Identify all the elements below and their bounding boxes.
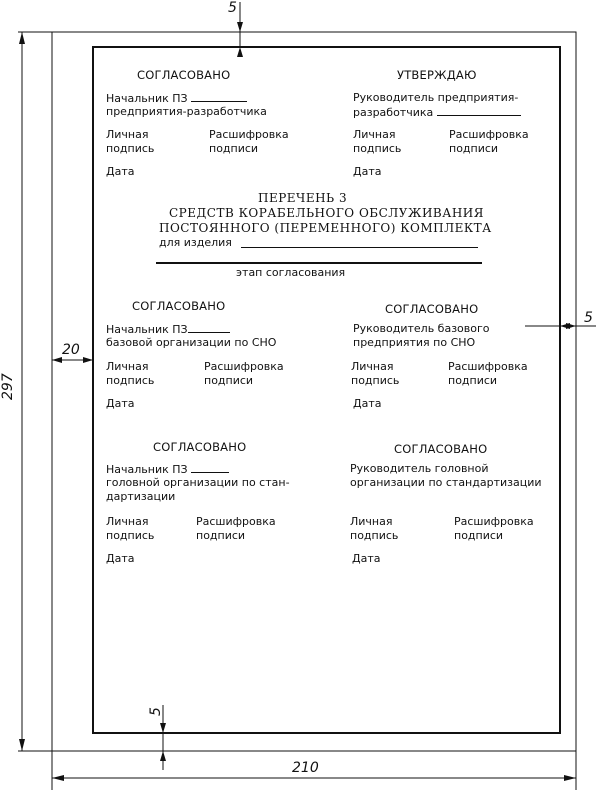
doc-title-line3: ПОСТОЯННОГО (ПЕРЕМЕННОГО) КОМПЛЕКТА <box>159 221 492 235</box>
dim-left-label: 20 <box>62 342 80 358</box>
block3-right-sig: Личная <box>350 515 393 528</box>
header-left-sig: Личная <box>106 128 149 141</box>
block2-left-sig: Личная <box>106 360 149 373</box>
block2-right-sig2: подпись <box>351 374 400 387</box>
block2-right-dec: Расшифровка <box>448 360 528 373</box>
header-right-date: Дата <box>353 165 382 178</box>
block3-right-dec2: подписи <box>454 529 504 542</box>
product-blank-line <box>241 247 478 248</box>
block3-right-date: Дата <box>352 552 381 565</box>
dim-width-label: 210 <box>292 760 319 776</box>
block3-right-line1: Руководитель головной <box>350 462 489 475</box>
header-right-sig: Личная <box>353 128 396 141</box>
block2-right-heading: СОГЛАСОВАНО <box>385 302 479 316</box>
header-left-dec2: подписи <box>209 142 259 155</box>
header-left-heading: СОГЛАСОВАНО <box>137 68 231 82</box>
block3-left-line1: Начальник ПЗ <box>106 462 229 477</box>
block2-left-sig2: подпись <box>106 374 155 387</box>
block3-right-dec: Расшифровка <box>454 515 534 528</box>
doc-title-line1: ПЕРЕЧЕНЬ 3 <box>258 191 348 205</box>
dim-bottom-label: 5 <box>148 707 164 716</box>
block3-left-line3: дартизации <box>106 490 176 503</box>
block2-right-date: Дата <box>353 397 382 410</box>
block2-left-dec: Расшифровка <box>204 360 284 373</box>
dim-right-label: 5 <box>584 310 593 326</box>
header-left-line1: Начальник ПЗ <box>106 91 247 106</box>
block2-left-line1: Начальник ПЗ <box>106 322 230 337</box>
header-right-line2: разработчика <box>353 105 521 120</box>
doc-title-line4: для изделия <box>159 236 232 249</box>
block2-right-line2: предприятия по СНО <box>353 336 476 349</box>
stage-blank-line <box>156 262 482 264</box>
block2-left-dec2: подписи <box>204 374 254 387</box>
header-left-sig2: подпись <box>106 142 155 155</box>
header-left-line2: предприятия-разработчика <box>106 105 267 118</box>
block3-right-heading: СОГЛАСОВАНО <box>394 442 488 456</box>
block2-left-line2: базовой организации по СНО <box>106 336 277 349</box>
block3-left-dec2: подписи <box>196 529 246 542</box>
block2-left-heading: СОГЛАСОВАНО <box>132 299 226 313</box>
block3-left-dec: Расшифровка <box>196 515 276 528</box>
block3-left-line2: головной организации по стан- <box>106 476 290 489</box>
doc-title-line2: СРЕДСТВ КОРАБЕЛЬНОГО ОБСЛУЖИВАНИЯ <box>169 206 484 220</box>
header-left-dec: Расшифровка <box>209 128 289 141</box>
block3-left-heading: СОГЛАСОВАНО <box>153 440 247 454</box>
header-left-date: Дата <box>106 165 135 178</box>
header-right-sig2: подпись <box>353 142 402 155</box>
block2-left-date: Дата <box>106 397 135 410</box>
header-right-heading: УТВЕРЖДАЮ <box>397 68 477 82</box>
dim-height-label: 297 <box>0 373 16 400</box>
header-right-line1: Руководитель предприятия- <box>353 91 519 104</box>
block3-left-date: Дата <box>106 552 135 565</box>
block3-right-line2: организации по стандартизации <box>350 476 542 489</box>
block3-right-sig2: подпись <box>350 529 399 542</box>
block3-left-sig: Личная <box>106 515 149 528</box>
stage-caption: этап согласования <box>236 266 346 279</box>
header-right-dec2: подписи <box>449 142 499 155</box>
block2-right-dec2: подписи <box>448 374 498 387</box>
header-right-dec: Расшифровка <box>449 128 529 141</box>
block3-left-sig2: подпись <box>106 529 155 542</box>
dim-top-label: 5 <box>228 0 237 16</box>
block2-right-line1: Руководитель базового <box>353 322 490 335</box>
block2-right-sig: Личная <box>351 360 394 373</box>
